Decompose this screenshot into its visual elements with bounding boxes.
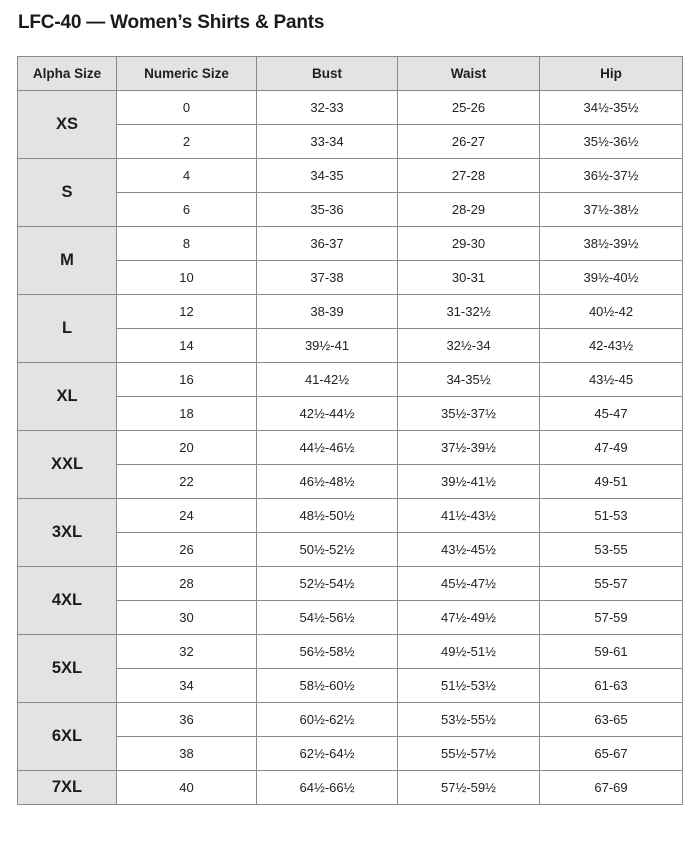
waist-cell: 47½-49½ bbox=[398, 601, 540, 635]
table-row bbox=[18, 669, 683, 703]
table-row bbox=[18, 567, 683, 601]
waist-cell: 45½-47½ bbox=[398, 567, 540, 601]
bust-cell: 32-33 bbox=[257, 91, 398, 125]
alpha-size-cell: L bbox=[18, 295, 117, 363]
page-title: LFC-40 — Women’s Shirts & Pants bbox=[18, 12, 325, 33]
alpha-size-cell: XL bbox=[18, 363, 117, 431]
waist-cell: 41½-43½ bbox=[398, 499, 540, 533]
hip-cell: 37½-38½ bbox=[540, 193, 683, 227]
bust-cell: 41-42½ bbox=[257, 363, 398, 397]
hip-cell: 65-67 bbox=[540, 737, 683, 771]
waist-cell: 53½-55½ bbox=[398, 703, 540, 737]
numeric-size-cell: 28 bbox=[117, 567, 257, 601]
bust-cell: 62½-64½ bbox=[257, 737, 398, 771]
hip-cell: 57-59 bbox=[540, 601, 683, 635]
alpha-size-cell: 5XL bbox=[18, 635, 117, 703]
header-alpha-size: Alpha Size bbox=[18, 57, 117, 91]
alpha-size-cell: 7XL bbox=[18, 771, 117, 805]
bust-cell: 39½-41 bbox=[257, 329, 398, 363]
hip-cell: 67-69 bbox=[540, 771, 683, 805]
alpha-size-cell: M bbox=[18, 227, 117, 295]
table-row bbox=[18, 227, 683, 261]
table-row bbox=[18, 601, 683, 635]
bust-cell: 52½-54½ bbox=[257, 567, 398, 601]
bust-cell: 56½-58½ bbox=[257, 635, 398, 669]
hip-cell: 43½-45 bbox=[540, 363, 683, 397]
waist-cell: 27-28 bbox=[398, 159, 540, 193]
numeric-size-cell: 0 bbox=[117, 91, 257, 125]
hip-cell: 36½-37½ bbox=[540, 159, 683, 193]
numeric-size-cell: 8 bbox=[117, 227, 257, 261]
bust-cell: 60½-62½ bbox=[257, 703, 398, 737]
waist-cell: 29-30 bbox=[398, 227, 540, 261]
numeric-size-cell: 18 bbox=[117, 397, 257, 431]
alpha-size-cell: 4XL bbox=[18, 567, 117, 635]
numeric-size-cell: 24 bbox=[117, 499, 257, 533]
numeric-size-cell: 30 bbox=[117, 601, 257, 635]
waist-cell: 43½-45½ bbox=[398, 533, 540, 567]
header-bust: Bust bbox=[257, 57, 398, 91]
numeric-size-cell: 14 bbox=[117, 329, 257, 363]
numeric-size-cell: 40 bbox=[117, 771, 257, 805]
table-row bbox=[18, 771, 683, 805]
waist-cell: 49½-51½ bbox=[398, 635, 540, 669]
bust-cell: 37-38 bbox=[257, 261, 398, 295]
waist-cell: 34-35½ bbox=[398, 363, 540, 397]
hip-cell: 45-47 bbox=[540, 397, 683, 431]
bust-cell: 48½-50½ bbox=[257, 499, 398, 533]
bust-cell: 58½-60½ bbox=[257, 669, 398, 703]
numeric-size-cell: 10 bbox=[117, 261, 257, 295]
table-row bbox=[18, 193, 683, 227]
waist-cell: 37½-39½ bbox=[398, 431, 540, 465]
hip-cell: 47-49 bbox=[540, 431, 683, 465]
numeric-size-cell: 32 bbox=[117, 635, 257, 669]
table-row bbox=[18, 737, 683, 771]
hip-cell: 63-65 bbox=[540, 703, 683, 737]
bust-cell: 33-34 bbox=[257, 125, 398, 159]
waist-cell: 32½-34 bbox=[398, 329, 540, 363]
table-row bbox=[18, 91, 683, 125]
hip-cell: 40½-42 bbox=[540, 295, 683, 329]
table-row bbox=[18, 159, 683, 193]
hip-cell: 34½-35½ bbox=[540, 91, 683, 125]
table-row bbox=[18, 499, 683, 533]
hip-cell: 38½-39½ bbox=[540, 227, 683, 261]
table-row bbox=[18, 363, 683, 397]
bust-cell: 50½-52½ bbox=[257, 533, 398, 567]
alpha-size-cell: XS bbox=[18, 91, 117, 159]
bust-cell: 54½-56½ bbox=[257, 601, 398, 635]
table-row bbox=[18, 533, 683, 567]
numeric-size-cell: 6 bbox=[117, 193, 257, 227]
bust-cell: 35-36 bbox=[257, 193, 398, 227]
hip-cell: 55-57 bbox=[540, 567, 683, 601]
bust-cell: 64½-66½ bbox=[257, 771, 398, 805]
alpha-size-cell: 6XL bbox=[18, 703, 117, 771]
table-row bbox=[18, 125, 683, 159]
waist-cell: 28-29 bbox=[398, 193, 540, 227]
hip-cell: 61-63 bbox=[540, 669, 683, 703]
hip-cell: 35½-36½ bbox=[540, 125, 683, 159]
table-row bbox=[18, 703, 683, 737]
numeric-size-cell: 16 bbox=[117, 363, 257, 397]
table-row bbox=[18, 295, 683, 329]
table-row bbox=[18, 635, 683, 669]
size-chart-table bbox=[17, 56, 683, 805]
alpha-size-cell: S bbox=[18, 159, 117, 227]
hip-cell: 39½-40½ bbox=[540, 261, 683, 295]
waist-cell: 39½-41½ bbox=[398, 465, 540, 499]
numeric-size-cell: 26 bbox=[117, 533, 257, 567]
bust-cell: 38-39 bbox=[257, 295, 398, 329]
waist-cell: 51½-53½ bbox=[398, 669, 540, 703]
numeric-size-cell: 38 bbox=[117, 737, 257, 771]
bust-cell: 36-37 bbox=[257, 227, 398, 261]
table-row bbox=[18, 397, 683, 431]
numeric-size-cell: 4 bbox=[117, 159, 257, 193]
numeric-size-cell: 20 bbox=[117, 431, 257, 465]
numeric-size-cell: 12 bbox=[117, 295, 257, 329]
header-numeric-size: Numeric Size bbox=[117, 57, 257, 91]
table-row bbox=[18, 431, 683, 465]
bust-cell: 44½-46½ bbox=[257, 431, 398, 465]
numeric-size-cell: 36 bbox=[117, 703, 257, 737]
table-row bbox=[18, 465, 683, 499]
waist-cell: 26-27 bbox=[398, 125, 540, 159]
header-hip: Hip bbox=[540, 57, 683, 91]
alpha-size-cell: 3XL bbox=[18, 499, 117, 567]
size-chart-body bbox=[18, 91, 683, 805]
waist-cell: 25-26 bbox=[398, 91, 540, 125]
alpha-size-cell: XXL bbox=[18, 431, 117, 499]
waist-cell: 31-32½ bbox=[398, 295, 540, 329]
hip-cell: 59-61 bbox=[540, 635, 683, 669]
waist-cell: 57½-59½ bbox=[398, 771, 540, 805]
table-row bbox=[18, 261, 683, 295]
waist-cell: 35½-37½ bbox=[398, 397, 540, 431]
hip-cell: 49-51 bbox=[540, 465, 683, 499]
table-row bbox=[18, 329, 683, 363]
hip-cell: 51-53 bbox=[540, 499, 683, 533]
bust-cell: 46½-48½ bbox=[257, 465, 398, 499]
waist-cell: 30-31 bbox=[398, 261, 540, 295]
numeric-size-cell: 34 bbox=[117, 669, 257, 703]
numeric-size-cell: 22 bbox=[117, 465, 257, 499]
waist-cell: 55½-57½ bbox=[398, 737, 540, 771]
header-row bbox=[18, 57, 683, 91]
bust-cell: 42½-44½ bbox=[257, 397, 398, 431]
header-waist: Waist bbox=[398, 57, 540, 91]
hip-cell: 42-43½ bbox=[540, 329, 683, 363]
numeric-size-cell: 2 bbox=[117, 125, 257, 159]
hip-cell: 53-55 bbox=[540, 533, 683, 567]
bust-cell: 34-35 bbox=[257, 159, 398, 193]
